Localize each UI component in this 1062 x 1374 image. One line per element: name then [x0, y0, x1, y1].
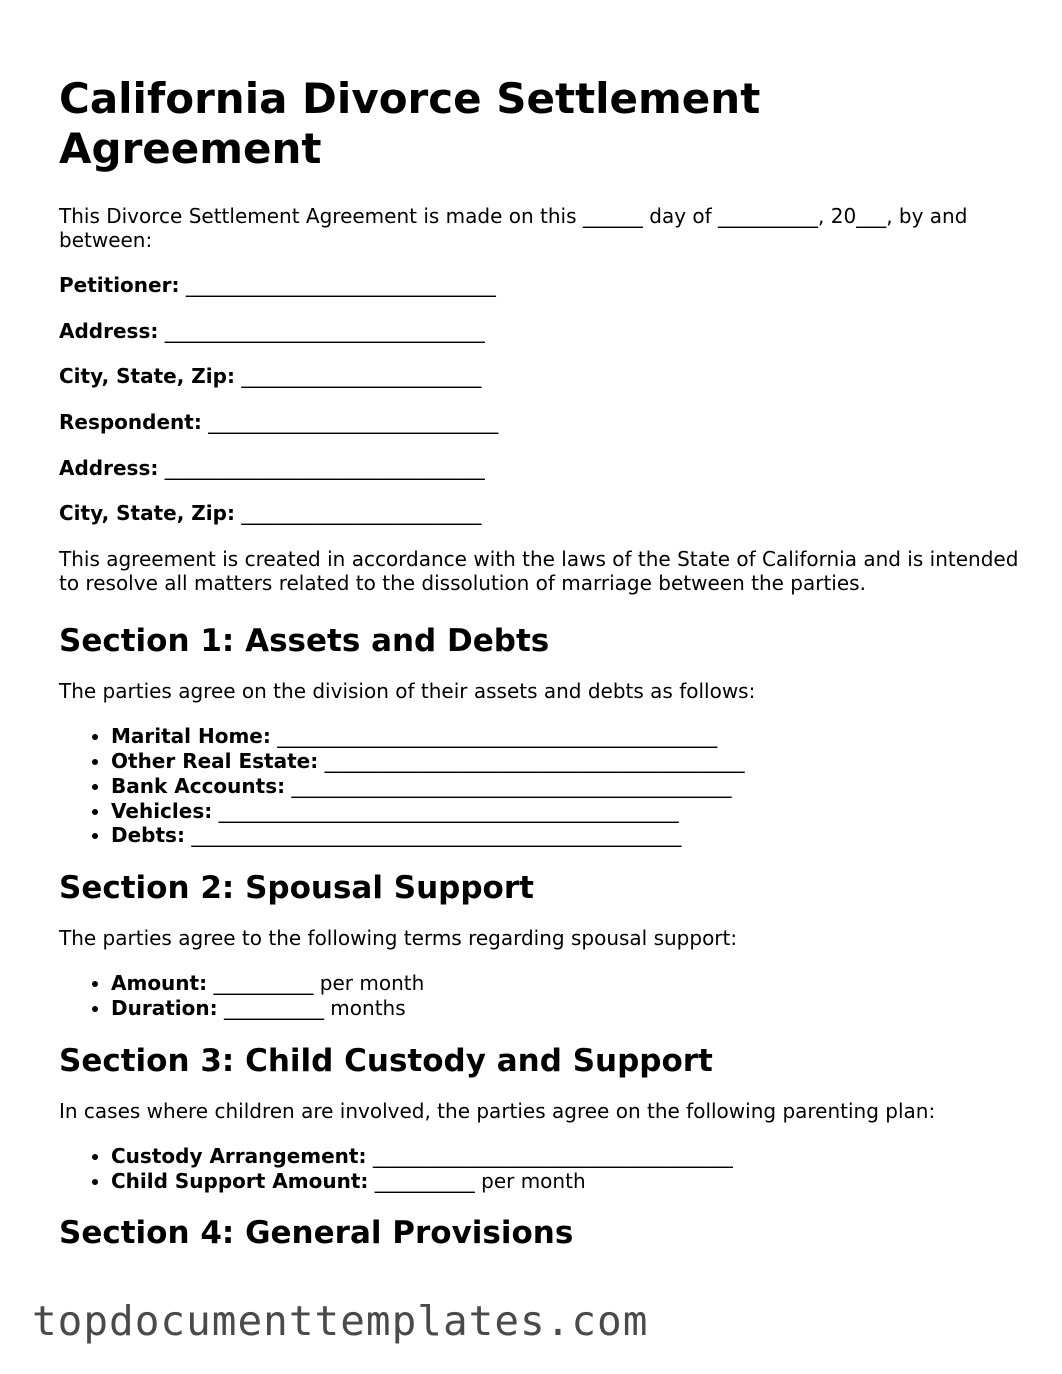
document-page	[59, 74, 1019, 1271]
section-1-heading: Section 1: Assets and Debts	[59, 623, 550, 660]
item-suffix: months	[323, 995, 406, 1020]
list-item	[111, 996, 1019, 1021]
field-label: Respondent:	[59, 410, 202, 435]
respondent-field	[59, 410, 1019, 434]
item-suffix: per month	[474, 1168, 586, 1193]
section-4-heading: Section 4: General Provisions	[59, 1215, 574, 1252]
item-blank: __________	[213, 971, 314, 996]
section-3-intro: In cases where children are involved, the parties agree on the following parenting plan:	[59, 1098, 936, 1123]
field-blank: _____________________________	[208, 410, 499, 435]
item-label: Marital Home:	[111, 724, 271, 749]
field-blank: ________________________________	[164, 455, 485, 480]
field-label: City, State, Zip:	[59, 501, 235, 526]
item-blank: _________________________________________________	[191, 823, 682, 848]
item-suffix: per month	[313, 971, 425, 996]
field-label: Address:	[59, 318, 159, 343]
petitioner-address-field	[59, 319, 1019, 343]
item-label: Custody Arrangement:	[111, 1143, 367, 1168]
accordance-paragraph: This agreement is created in accordance with the laws of the State of California and is intended to resolve all matters related to the dissolution of marriage between the parties.	[59, 547, 1019, 596]
respondent-address-field	[59, 456, 1019, 480]
field-blank: _______________________________	[185, 273, 496, 297]
field-blank: ________________________________	[164, 318, 485, 343]
watermark-text: topdocumenttemplates.com	[32, 1297, 649, 1345]
list-item	[111, 1144, 1019, 1169]
item-label: Child Support Amount:	[111, 1168, 369, 1193]
item-blank: ____________________________________________	[291, 773, 732, 798]
item-label: Amount:	[111, 971, 208, 996]
field-label: Address:	[59, 455, 159, 480]
item-blank: __________________________________________	[324, 748, 745, 773]
list-item	[111, 724, 1019, 749]
intro-paragraph: This Divorce Settlement Agreement is made on this ______ day of __________, 20___, by and between:	[59, 204, 968, 252]
section-3-heading: Section 3: Child Custody and Support	[59, 1042, 713, 1079]
item-label: Debts:	[111, 823, 185, 848]
field-label: Petitioner:	[59, 273, 180, 297]
item-label: Duration:	[111, 995, 218, 1020]
item-label: Bank Accounts:	[111, 773, 286, 798]
list-item	[111, 799, 1019, 824]
document-title: California Divorce Settlement Agreement	[59, 74, 761, 173]
petitioner-field	[59, 273, 1019, 297]
child-custody-list	[59, 1144, 1019, 1194]
field-blank: ________________________	[241, 501, 482, 526]
list-item	[111, 823, 1019, 848]
item-blank: __________	[223, 995, 324, 1020]
field-label: City, State, Zip:	[59, 364, 235, 389]
spousal-support-list	[59, 971, 1019, 1021]
item-label: Other Real Estate:	[111, 748, 319, 773]
item-blank: ______________________________________________	[218, 798, 679, 823]
petitioner-city-field	[59, 364, 1019, 388]
respondent-city-field	[59, 501, 1019, 525]
item-blank: ____________________________________________	[277, 724, 718, 749]
item-blank: __________	[374, 1168, 475, 1193]
list-item	[111, 749, 1019, 774]
section-2-heading: Section 2: Spousal Support	[59, 870, 534, 907]
item-label: Vehicles:	[111, 798, 213, 823]
assets-list	[59, 724, 1019, 848]
item-blank: ____________________________________	[372, 1143, 733, 1168]
list-item	[111, 1169, 1019, 1194]
list-item	[111, 971, 1019, 996]
list-item	[111, 774, 1019, 799]
field-blank: ________________________	[241, 364, 482, 389]
section-2-intro: The parties agree to the following terms regarding spousal support:	[59, 926, 738, 951]
section-1-intro: The parties agree on the division of their assets and debts as follows:	[59, 679, 756, 704]
